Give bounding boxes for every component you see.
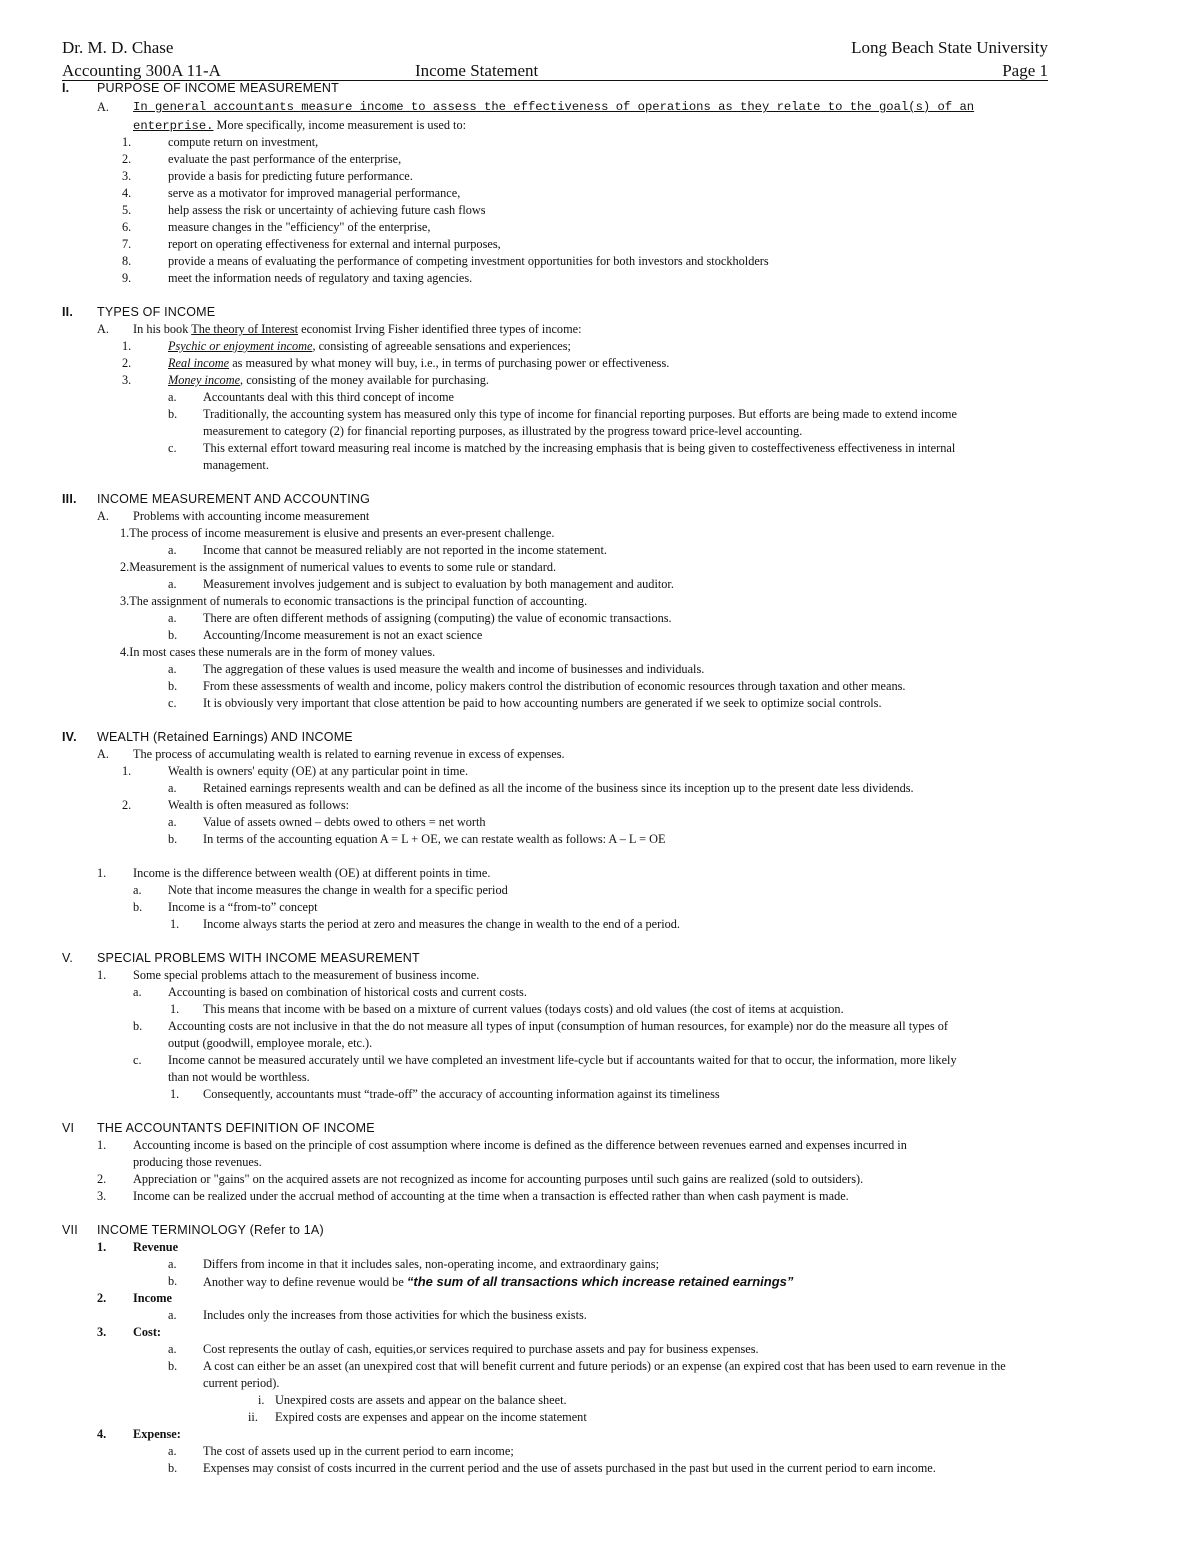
- section-heading: [0, 304, 1200, 321]
- item-text: Measurement involves judgement and is subject to evaluation by both management and auditor.: [203, 577, 674, 591]
- list-item: [0, 321, 1200, 338]
- list-item: [0, 1256, 1200, 1273]
- item-text: meet the information needs of regulatory and taxing agencies.: [168, 271, 473, 285]
- purpose-list-item: [0, 202, 1200, 219]
- item-marker: 1.: [170, 917, 180, 931]
- item-text: provide a basis for predicting future performance.: [168, 169, 413, 183]
- list-item: [0, 1188, 1200, 1205]
- item-text: output (goodwill, employee morale, etc.).: [168, 1036, 373, 1050]
- item-marker: 3.: [122, 373, 132, 387]
- list-item: [0, 576, 1200, 593]
- emphasis-quote: “the sum of all transactions which increase retained earnings”: [406, 1274, 794, 1289]
- item-marker: c.: [168, 441, 177, 455]
- item-marker: a.: [168, 815, 177, 829]
- item-marker: 2.: [122, 798, 132, 812]
- list-item: [0, 542, 1200, 559]
- list-item-continued: [0, 1035, 1200, 1052]
- list-item: [0, 1052, 1200, 1069]
- header-row-1: [62, 38, 1048, 58]
- text: , consisting of agreeable sensations and experiences;: [312, 339, 571, 353]
- item-marker: c.: [133, 1053, 142, 1067]
- text: Another way to define revenue would be: [203, 1275, 407, 1289]
- list-item: [0, 1443, 1200, 1460]
- list-item-continued: [0, 1069, 1200, 1086]
- item-text: The aggregation of these values is used measure the wealth and income of businesses and individuals.: [203, 662, 705, 676]
- item-text: serve as a motivator for improved managerial performance,: [168, 186, 461, 200]
- item-text: A cost can either be an asset (an unexpired cost that will benefit current and future periods) or an expense (an expired cost that has been used to earn revenue in the: [203, 1359, 1006, 1373]
- item-text: It is obviously very important that close attention be paid to how accounting numbers are generated if we seek to optimize social controls.: [203, 696, 882, 710]
- list-item-continued: [0, 423, 1200, 440]
- item-marker: 3.: [97, 1189, 107, 1203]
- section-number: II.: [62, 305, 74, 319]
- section-number: V.: [62, 951, 74, 965]
- item-text: Cost represents the outlay of cash, equities,or services required to purchase assets and pay for business expenses.: [203, 1342, 759, 1356]
- term-heading: Income: [133, 1291, 172, 1305]
- item-marker: a.: [168, 577, 177, 591]
- item-marker: 8.: [122, 254, 132, 268]
- item-text: Income cannot be measured accurately until we have completed an investment life-cycle but if accountants waited for that to occur, the information, more likely: [168, 1053, 957, 1067]
- list-item: [0, 814, 1200, 831]
- item-marker: a.: [168, 662, 177, 676]
- item-marker: b.: [168, 628, 178, 642]
- section-title: THE ACCOUNTANTS DEFINITION OF INCOME: [97, 1121, 375, 1135]
- list-item: [0, 1324, 1200, 1341]
- item-marker: 4.: [122, 186, 132, 200]
- item-marker: a.: [168, 543, 177, 557]
- item-text: measure changes in the "efficiency" of the enterprise,: [168, 220, 431, 234]
- item-text: Differs from income in that it includes sales, non-operating income, and extraordinary gains;: [203, 1257, 659, 1271]
- purpose-list-item: [0, 236, 1200, 253]
- section-heading: [0, 491, 1200, 508]
- university-name: Long Beach State University: [851, 38, 1048, 57]
- item-text: The process of accumulating wealth is related to earning revenue in excess of expenses.: [133, 747, 565, 761]
- item-text: 3.The assignment of numerals to economic transactions is the principal function of accounting.: [120, 594, 588, 608]
- item-text: In terms of the accounting equation A = L + OE, we can restate wealth as follows: A – L = OE: [203, 832, 666, 846]
- item-marker: A.: [97, 322, 109, 336]
- list-item: [0, 678, 1200, 695]
- item-text: Income can be realized under the accrual method of accounting at the time when a transaction is effected rather than when cash payment is made.: [133, 1189, 849, 1203]
- item-marker: 9.: [122, 271, 132, 285]
- author-name: Dr. M. D. Chase: [62, 38, 174, 57]
- item-marker: A.: [97, 747, 109, 761]
- item-text: Income always starts the period at zero and measures the change in wealth to the end of a period.: [203, 917, 681, 931]
- list-item: [0, 661, 1200, 678]
- item-marker: 1.: [170, 1002, 180, 1016]
- text: economist Irving Fisher identified three types of income:: [298, 322, 582, 336]
- item-text: Accountants deal with this third concept of income: [203, 390, 454, 404]
- item-text: Accounting is based on combination of historical costs and current costs.: [168, 985, 527, 999]
- item-text: Unexpired costs are assets and appear on the balance sheet.: [275, 1393, 567, 1407]
- item-text: evaluate the past performance of the enterprise,: [168, 152, 402, 166]
- list-item: [0, 389, 1200, 406]
- item-marker: 5.: [122, 203, 132, 217]
- item-marker: a.: [168, 1342, 177, 1356]
- purpose-list-item: [0, 270, 1200, 287]
- item-text: There are often different methods of assigning (computing) the value of economic transactions.: [203, 611, 672, 625]
- list-item: [0, 831, 1200, 848]
- item-marker: a.: [168, 1308, 177, 1322]
- section-heading: [0, 950, 1200, 967]
- item-text: Accounting/Income measurement is not an exact science: [203, 628, 483, 642]
- item-marker: ii.: [248, 1410, 258, 1424]
- list-item: [0, 559, 1200, 576]
- purpose-intro-word: enterprise.: [133, 119, 214, 133]
- item-text: Income is a “from-to” concept: [168, 900, 318, 914]
- item-marker: a.: [168, 1444, 177, 1458]
- income-type-term: Money income: [168, 373, 241, 387]
- item-text: This means that income with be based on a mixture of current values (todays costs) and old values (the cost of items at acquistion.: [203, 1002, 844, 1016]
- list-item-continued: [0, 457, 1200, 474]
- section-number: I.: [62, 81, 70, 95]
- list-item: [0, 797, 1200, 814]
- item-text: than not would be worthless.: [168, 1070, 310, 1084]
- list-item: [0, 525, 1200, 542]
- item-marker: b.: [168, 679, 178, 693]
- item-text: management.: [203, 458, 269, 472]
- purpose-intro-line: In general accountants measure income to assess the effectiveness of operations as they relate to the goal(s) of an: [133, 100, 975, 114]
- item-marker: b.: [133, 900, 143, 914]
- list-item-continued: [0, 1154, 1200, 1171]
- item-text: Includes only the increases from those activities for which the business exists.: [203, 1308, 587, 1322]
- list-item: [0, 984, 1200, 1001]
- page-number: Page 1: [1002, 61, 1048, 80]
- purpose-list-item: [0, 134, 1200, 151]
- list-item: [0, 627, 1200, 644]
- item-marker: c.: [168, 696, 177, 710]
- item-marker: a.: [133, 883, 142, 897]
- section-number: IV.: [62, 730, 77, 744]
- purpose-list-item: [0, 219, 1200, 236]
- list-item: [0, 338, 1200, 355]
- item-marker: a.: [168, 390, 177, 404]
- item-text: Note that income measures the change in wealth for a specific period: [168, 883, 508, 897]
- course-code: Accounting 300A 11-A: [62, 61, 221, 80]
- item-text: Expenses may consist of costs incurred in the current period and the use of assets purchased in the past but used in the current period to earn income.: [203, 1461, 936, 1475]
- item-marker: b.: [168, 1359, 178, 1373]
- item-text: measurement to category (2) for financial reporting purposes, as illustrated by the progress toward price-level accounting.: [203, 424, 803, 438]
- purpose-list-item: [0, 253, 1200, 270]
- section-number: VI: [62, 1121, 75, 1135]
- item-marker: 3.: [122, 169, 132, 183]
- item-marker: b.: [168, 832, 178, 846]
- list-item: [0, 1273, 1200, 1290]
- item-text: provide a means of evaluating the performance of competing investment opportunities for both investors and stockholders: [168, 254, 769, 268]
- section-heading: [0, 729, 1200, 746]
- income-type-term: Real income: [168, 356, 230, 370]
- item-text: 1.The process of income measurement is elusive and presents an ever-present challenge.: [120, 526, 555, 540]
- list-item: [0, 763, 1200, 780]
- item-marker: 2.: [97, 1291, 107, 1305]
- item-marker: a.: [168, 781, 177, 795]
- list-item: [0, 1307, 1200, 1324]
- item-marker: A.: [97, 100, 109, 114]
- item-text: Problems with accounting income measurement: [133, 509, 370, 523]
- item-marker: 6.: [122, 220, 132, 234]
- purpose-list-item: [0, 185, 1200, 202]
- list-item: [0, 746, 1200, 763]
- item-text: Accounting costs are not inclusive in that the do not measure all types of input (consumption of human resources, for example) nor do the measure all types of: [168, 1019, 948, 1033]
- item-marker: b.: [168, 1274, 178, 1288]
- term-heading: Cost:: [133, 1325, 162, 1339]
- item-text: Income is the difference between wealth (OE) at different points in time.: [133, 866, 491, 880]
- section-title: TYPES OF INCOME: [97, 305, 216, 319]
- section-number: VII: [62, 1223, 78, 1237]
- item-marker: 7.: [122, 237, 132, 251]
- item-text: Accounting income is based on the principle of cost assumption where income is defined as the difference between revenues earned and expenses incurred in: [133, 1138, 907, 1152]
- list-item: [0, 1239, 1200, 1256]
- list-item: [0, 610, 1200, 627]
- item-marker: 3.: [97, 1325, 107, 1339]
- list-item: [0, 916, 1200, 933]
- list-item: [0, 882, 1200, 899]
- item-marker: a.: [168, 611, 177, 625]
- list-item: [0, 593, 1200, 610]
- header-row-2: [62, 61, 1048, 81]
- text: as measured by what money will buy, i.e., in terms of purchasing power or effectiveness.: [229, 356, 670, 370]
- income-type-term: Psychic or enjoyment income: [168, 339, 313, 353]
- list-item: [0, 1018, 1200, 1035]
- document-title: Income Statement: [415, 61, 539, 80]
- item-marker: a.: [133, 985, 142, 999]
- section-title: SPECIAL PROBLEMS WITH INCOME MEASUREMENT: [97, 951, 420, 965]
- list-item: [0, 967, 1200, 984]
- document-body: [0, 80, 1200, 1477]
- list-item-continued: [0, 1375, 1200, 1392]
- list-item: [0, 440, 1200, 457]
- item-text: Income that cannot be measured reliably are not reported in the income statement.: [203, 543, 607, 557]
- item-text: Expired costs are expenses and appear on the income statement: [275, 1410, 587, 1424]
- item-marker: 2.: [122, 152, 132, 166]
- list-item: [0, 780, 1200, 797]
- section-title: PURPOSE OF INCOME MEASUREMENT: [97, 81, 339, 95]
- item-marker: 1.: [97, 968, 107, 982]
- book-title: The theory of Interest: [191, 322, 299, 336]
- section-title: INCOME MEASUREMENT AND ACCOUNTING: [97, 492, 371, 506]
- item-marker: b.: [168, 1461, 178, 1475]
- section-heading: [0, 80, 1200, 97]
- list-item: [0, 508, 1200, 525]
- list-item: [0, 355, 1200, 372]
- item-marker: A.: [97, 509, 109, 523]
- item-marker: 1.: [122, 339, 132, 353]
- list-item: [0, 1290, 1200, 1307]
- list-item: [0, 644, 1200, 661]
- list-item: [0, 97, 1200, 117]
- item-marker: 1.: [97, 1138, 107, 1152]
- item-text: The cost of assets used up in the current period to earn income;: [203, 1444, 514, 1458]
- list-item: [0, 1171, 1200, 1188]
- item-text: Retained earnings represents wealth and can be defined as all the income of the business since its inception up to the present date less dividends.: [203, 781, 914, 795]
- item-text: This external effort toward measuring real income is matched by the increasing emphasis that is being given to costeffectiveness effectiveness in internal: [203, 441, 956, 455]
- purpose-list: [0, 134, 1200, 287]
- list-item: [0, 1392, 1200, 1409]
- item-text: Value of assets owned – debts owed to others = net worth: [203, 815, 486, 829]
- item-marker: 1.: [170, 1087, 180, 1101]
- list-item: [0, 1460, 1200, 1477]
- list-item: [0, 1137, 1200, 1154]
- list-item: [0, 1086, 1200, 1103]
- text: , consisting of the money available for purchasing.: [240, 373, 489, 387]
- purpose-list-item: [0, 168, 1200, 185]
- item-text: 4.In most cases these numerals are in the form of money values.: [120, 645, 436, 659]
- list-item: [0, 1358, 1200, 1375]
- list-item: [0, 899, 1200, 916]
- item-marker: 1.: [122, 764, 132, 778]
- term-heading: Revenue: [133, 1240, 179, 1254]
- list-item: [0, 1409, 1200, 1426]
- section-title: INCOME TERMINOLOGY (Refer to 1A): [97, 1223, 324, 1237]
- item-text: Consequently, accountants must “trade-off” the accuracy of accounting information against its timeliness: [203, 1087, 720, 1101]
- item-marker: b.: [133, 1019, 143, 1033]
- list-item: [0, 1426, 1200, 1443]
- purpose-list-item: [0, 151, 1200, 168]
- list-item: [0, 1001, 1200, 1018]
- item-text: compute return on investment,: [168, 135, 319, 149]
- item-text: report on operating effectiveness for external and internal purposes,: [168, 237, 501, 251]
- item-text: From these assessments of wealth and income, policy makers control the distribution of economic resources through taxation and other means.: [203, 679, 906, 693]
- list-item: [0, 117, 1200, 134]
- section-heading: [0, 1222, 1200, 1239]
- list-item: [0, 372, 1200, 389]
- item-text: help assess the risk or uncertainty of achieving future cash flows: [168, 203, 486, 217]
- item-marker: 2.: [97, 1172, 107, 1186]
- item-text: current period).: [203, 1376, 280, 1390]
- item-marker: 4.: [97, 1427, 107, 1441]
- item-text: Wealth is owners' equity (OE) at any particular point in time.: [168, 764, 469, 778]
- purpose-intro-rest: More specifically, income measurement is used to:: [213, 118, 467, 132]
- item-text: 2.Measurement is the assignment of numerical values to events to some rule or standard.: [120, 560, 557, 574]
- item-text: Wealth is often measured as follows:: [168, 798, 350, 812]
- section-title: WEALTH (Retained Earnings) AND INCOME: [97, 730, 353, 744]
- term-heading: Expense:: [133, 1427, 181, 1441]
- item-text: Some special problems attach to the measurement of business income.: [133, 968, 480, 982]
- item-marker: 2.: [122, 356, 132, 370]
- section-number: III.: [62, 492, 77, 506]
- list-item: [0, 695, 1200, 712]
- list-item: [0, 406, 1200, 423]
- list-item: [0, 865, 1200, 882]
- item-text: Appreciation or "gains" on the acquired assets are not recognized as income for accounting purposes until such gains are realized (sold to outsiders).: [133, 1172, 864, 1186]
- item-marker: 1.: [97, 1240, 107, 1254]
- item-marker: b.: [168, 407, 178, 421]
- item-marker: 1.: [97, 866, 107, 880]
- list-item: [0, 1341, 1200, 1358]
- section-heading: [0, 1120, 1200, 1137]
- item-marker: a.: [168, 1257, 177, 1271]
- item-marker: i.: [258, 1393, 265, 1407]
- text: In his book: [133, 322, 192, 336]
- item-text: Traditionally, the accounting system has measured only this type of income for financial reporting purposes. But efforts are being made to extend income: [203, 407, 957, 421]
- item-text: producing those revenues.: [133, 1155, 262, 1169]
- item-marker: 1.: [122, 135, 132, 149]
